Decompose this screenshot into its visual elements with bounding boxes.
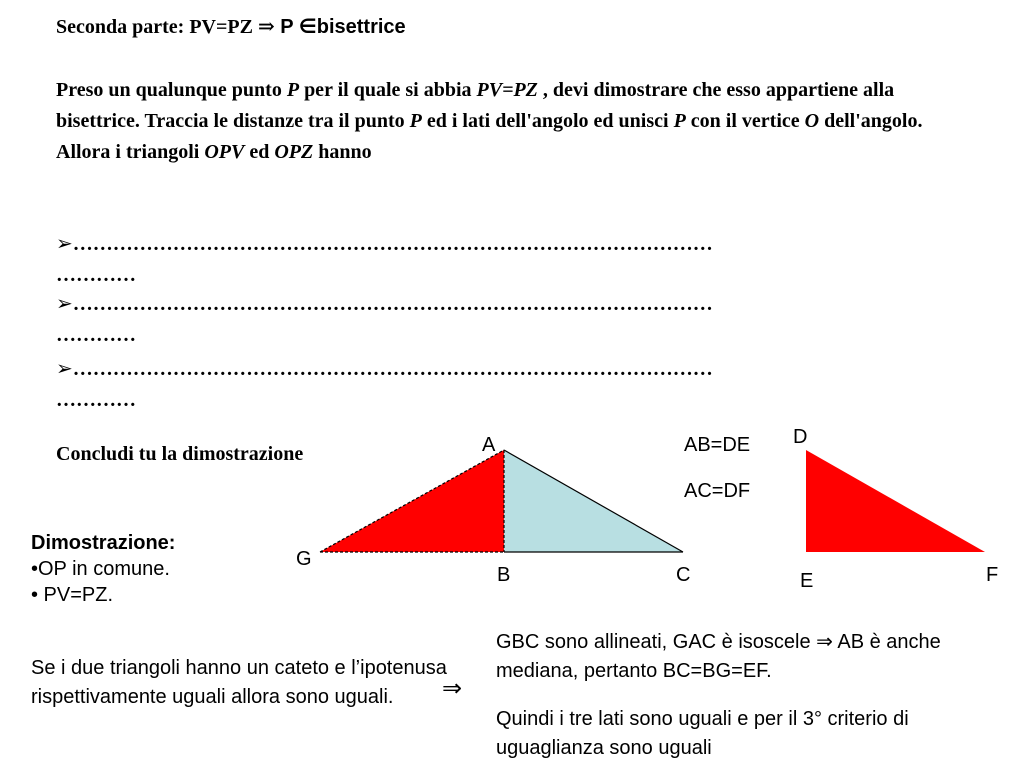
arrow-bullet-icon: ➢ <box>56 358 73 380</box>
proof-block <box>31 530 175 608</box>
label-a: A <box>482 434 496 456</box>
triangle-def <box>806 450 985 552</box>
triangle-opz: OPZ <box>274 141 314 163</box>
vertex-o: O <box>804 110 820 132</box>
intro-text: dell'angolo. Allora i triangoli <box>56 110 923 163</box>
title-part3: bisettrice <box>316 16 406 38</box>
arrow-bullet-icon: ➢ <box>56 233 73 255</box>
intro-text: Preso un qualunque punto <box>56 79 287 101</box>
intro-text: con il vertice <box>685 110 805 132</box>
triangle-opv: OPV <box>204 141 245 163</box>
equation-ac-df: AC=DF <box>684 480 751 502</box>
label-d: D <box>793 426 808 448</box>
equation-pv-pz: PV=PZ <box>476 79 538 101</box>
blank-dots: …………………………………………………………………………………… <box>72 293 713 315</box>
cathetus-criterion-text: Se i due triangoli hanno un cateto e l’ipotenusa rispettivamente uguali allora sono uguali. <box>31 657 447 708</box>
point-p: P <box>673 110 686 132</box>
belongs-symbol: ∈ <box>298 16 317 38</box>
blank-dots: …………………………………………………………………………………… <box>72 358 713 380</box>
intro-text: ed <box>244 141 275 163</box>
label-e: E <box>800 570 814 592</box>
equation-ab-de: AB=DE <box>684 434 751 456</box>
title-part1: Seconda parte: PV=PZ <box>56 16 258 38</box>
title-part2: P <box>274 16 299 38</box>
implies-symbol: ⇒ <box>257 16 275 38</box>
intro-text: ed i lati dell'angolo ed unisci <box>421 110 674 132</box>
implies-icon: ⇒ <box>442 675 463 702</box>
gbc-text: AB è anche mediana, pertanto BC=BG=EF. <box>496 631 941 682</box>
blank-dots: …………………………………………………………………………………… <box>72 233 713 255</box>
intro-text: per il quale si abbia <box>299 79 477 101</box>
blank-dots: ………… <box>56 264 136 286</box>
gbc-text: GBC sono allineati, GAC è isoscele <box>496 631 817 653</box>
label-f: F <box>986 564 999 586</box>
implies-icon: ⇒ <box>816 631 833 653</box>
intro-text: hanno <box>313 141 372 163</box>
intro-text: , devi dimostrare che esso appartiene alla bisettrice. Traccia le distanze tra il punto <box>56 79 895 132</box>
proof-item: • PV=PZ. <box>31 584 114 606</box>
proof-heading: Dimostrazione: <box>31 532 176 554</box>
blank-dots: ………… <box>56 389 136 411</box>
conclusion-paragraph: Quindi i tre lati sono uguali e per il 3° criterio di uguaglianza sono uguali <box>496 708 909 759</box>
gbc-paragraph <box>496 628 1006 686</box>
label-c: C <box>676 564 691 586</box>
proof-item: •OP in comune. <box>31 558 170 580</box>
label-g: G <box>296 548 312 570</box>
blank-dots: ………… <box>56 324 136 346</box>
arrow-bullet-icon: ➢ <box>56 293 73 315</box>
conclude-text: Concludi tu la dimostrazione <box>56 443 304 465</box>
label-b: B <box>497 564 511 586</box>
point-p: P <box>286 79 300 101</box>
point-p: P <box>409 110 422 132</box>
